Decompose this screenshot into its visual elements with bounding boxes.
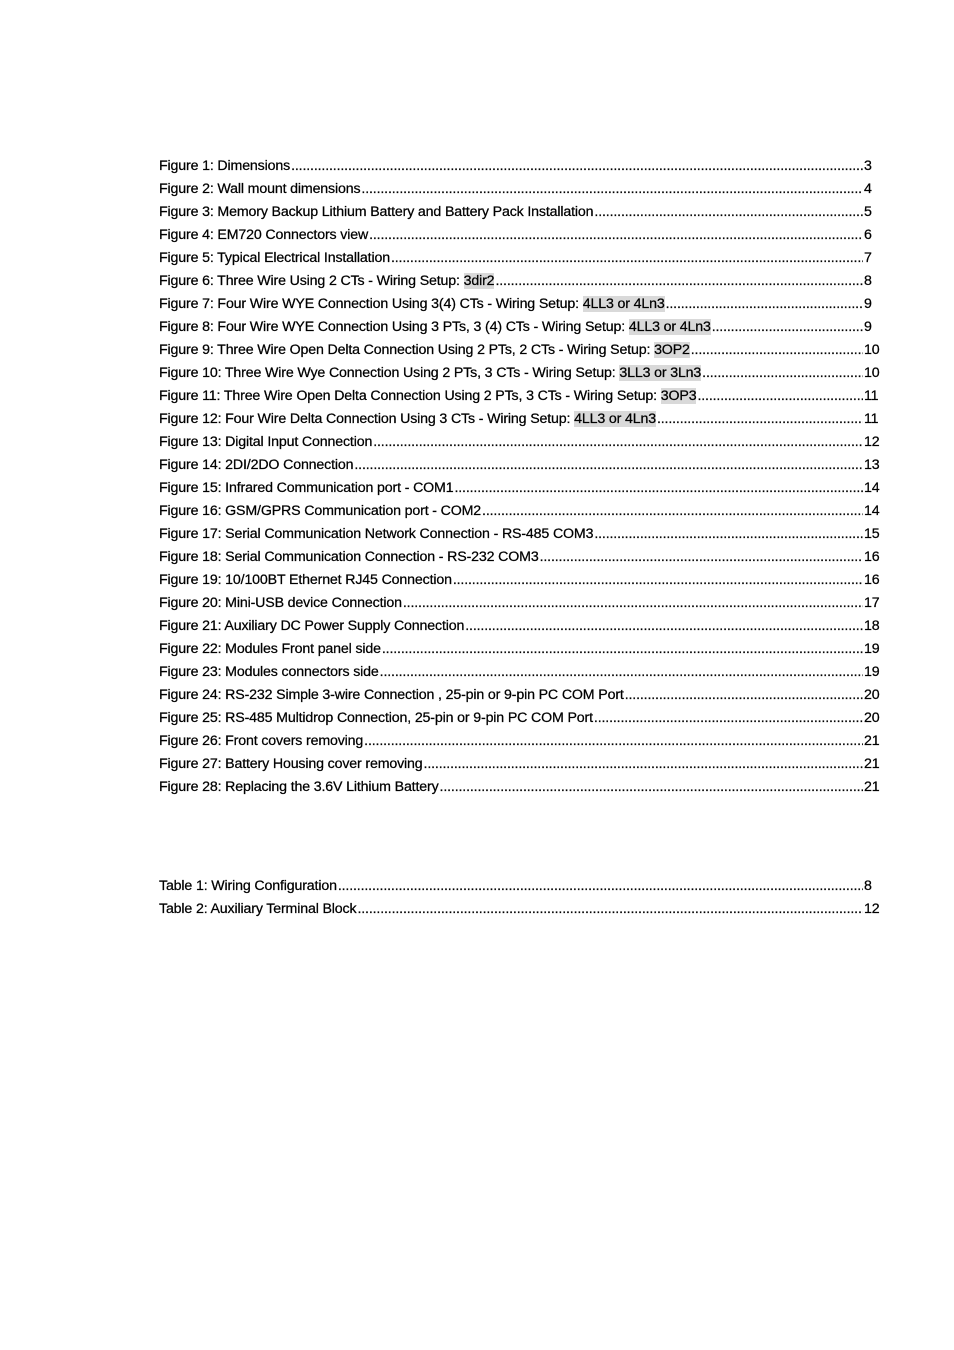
table-entry-dot-leader (357, 898, 863, 921)
figure-entry-page-number: 6 (864, 227, 872, 243)
figure-entry-title-text: Figure 24: RS-232 Simple 3-wire Connection , 25-pin or 9-pin PC COM Port (159, 687, 624, 703)
figure-entry[interactable] (159, 730, 883, 753)
figure-entry-page-number: 4 (864, 181, 872, 197)
figure-entry-dot-leader (482, 500, 863, 523)
figure-entry-dot-leader (712, 316, 863, 339)
figure-entry[interactable] (159, 776, 883, 799)
figure-entry-title (159, 569, 452, 592)
figure-entry-title (159, 707, 593, 730)
figure-entry[interactable] (159, 201, 883, 224)
figure-entry-title (159, 224, 368, 247)
figure-entry-title (159, 316, 711, 339)
figure-entry-title-text: Figure 17: Serial Communication Network Connection - RS-485 COM3 (159, 526, 594, 542)
figure-entry-title (159, 523, 593, 546)
figure-entry-dot-leader (369, 224, 863, 247)
figure-entry-dot-leader (495, 270, 863, 293)
figure-entry-title (159, 684, 624, 707)
figure-entry-wiring-code: 4LL3 or 4Ln3 (582, 296, 665, 312)
figure-entry-page-number: 19 (864, 641, 880, 657)
figure-entry-title-text: Figure 12: Four Wire Delta Connection Using 3 CTs - Wiring Setup: (159, 411, 575, 427)
figure-entry-title-text: Figure 5: Typical Electrical Installation (159, 250, 390, 266)
figure-entry-title-text: Figure 28: Replacing the 3.6V Lithium Battery (159, 779, 439, 795)
figure-entry-title-text: Figure 22: Modules Front panel side (159, 641, 381, 657)
figure-entry[interactable] (159, 362, 883, 385)
figure-entry-page-number: 19 (864, 664, 880, 680)
figure-entry-page-number: 14 (864, 503, 880, 519)
figure-entry-dot-leader (380, 661, 863, 684)
figure-entry-page-number: 20 (864, 687, 880, 703)
figure-entry-page-number: 9 (864, 296, 872, 312)
figure-entry-title (159, 753, 423, 776)
figure-entry-title-text: Figure 27: Battery Housing cover removing (159, 756, 423, 772)
figure-entry-title-text: Figure 2: Wall mount dimensions (159, 181, 361, 197)
figure-entry-dot-leader (440, 776, 863, 799)
figure-entry-page-number: 14 (864, 480, 880, 496)
figure-entry[interactable] (159, 454, 883, 477)
figure-entry-wiring-code: 3OP3 (660, 388, 697, 404)
figure-entry[interactable] (159, 753, 883, 776)
figure-entry-title (159, 293, 665, 316)
figure-entry-dot-leader (691, 339, 863, 362)
figure-entry-page-number: 5 (864, 204, 872, 220)
figure-entry-page-number: 7 (864, 250, 872, 266)
figure-entry-dot-leader (702, 362, 863, 385)
table-entry[interactable] (159, 875, 883, 898)
figure-entry-page-number: 21 (864, 733, 880, 749)
figure-entry[interactable] (159, 615, 883, 638)
figure-entry-page-number: 20 (864, 710, 880, 726)
figure-entry-title (159, 638, 381, 661)
figure-entry-page-number: 3 (864, 158, 872, 174)
figure-entry-dot-leader (382, 638, 863, 661)
figure-entry-title (159, 546, 539, 569)
figure-entry-dot-leader (364, 730, 863, 753)
figure-entry-title (159, 477, 453, 500)
figure-entry[interactable] (159, 477, 883, 500)
figure-entry[interactable] (159, 385, 883, 408)
figure-entry-title (159, 615, 464, 638)
figure-entry-title-text: Figure 23: Modules connectors side (159, 664, 379, 680)
figure-entry-wiring-code: 3LL3 or 3Ln3 (619, 365, 702, 381)
figure-entry-title (159, 385, 696, 408)
figure-entry-dot-leader (666, 293, 863, 316)
figure-entry-page-number: 13 (864, 457, 880, 473)
figure-entry-title-text: Figure 19: 10/100BT Ethernet RJ45 Connection (159, 572, 452, 588)
figure-entry-title (159, 362, 701, 385)
figure-entry-dot-leader (361, 178, 863, 201)
figure-entry[interactable] (159, 638, 883, 661)
figure-entry[interactable] (159, 546, 883, 569)
table-entry-title-text: Table 1: Wiring Configuration (159, 878, 337, 894)
figure-entry-title-text: Figure 13: Digital Input Connection (159, 434, 373, 450)
figure-entry[interactable] (159, 569, 883, 592)
figure-entry-title-text: Figure 20: Mini-USB device Connection (159, 595, 402, 611)
figure-entry-title (159, 247, 390, 270)
figure-entry-dot-leader (291, 155, 863, 178)
figure-entry-page-number: 8 (864, 273, 872, 289)
figure-entry-dot-leader (594, 201, 863, 224)
figure-entry-page-number: 12 (864, 434, 880, 450)
figure-entry[interactable] (159, 293, 883, 316)
figure-entry-title-text: Figure 15: Infrared Communication port - COM1 (159, 480, 454, 496)
table-entry-title (159, 875, 337, 898)
figure-entry-dot-leader (403, 592, 863, 615)
figure-entry[interactable] (159, 661, 883, 684)
figure-entry-page-number: 15 (864, 526, 880, 542)
figure-entry-page-number: 17 (864, 595, 880, 611)
figure-entry[interactable] (159, 408, 883, 431)
figure-entry-title-text: Figure 6: Three Wire Using 2 CTs - Wiring Setup: (159, 273, 464, 289)
figure-entry[interactable] (159, 707, 883, 730)
figure-entry-page-number: 10 (864, 365, 880, 381)
figure-entry-page-number: 11 (864, 388, 879, 404)
figure-entry-title (159, 178, 360, 201)
figure-entry-wiring-code: 4LL3 or 4Ln3 (574, 411, 656, 427)
figure-entry[interactable] (159, 270, 883, 293)
figure-entry-dot-leader (594, 523, 863, 546)
table-entry[interactable] (159, 898, 883, 921)
figure-entry-title-text: Figure 11: Three Wire Open Delta Connection Using 2 PTs, 3 CTs - Wiring Setup: (159, 388, 661, 404)
figure-entry[interactable] (159, 684, 883, 707)
figure-entry[interactable] (159, 155, 883, 178)
table-entry-page-number: 8 (864, 878, 872, 894)
figure-entry-title (159, 500, 481, 523)
figure-entry-title (159, 201, 593, 224)
figure-entry-title-text: Figure 8: Four Wire WYE Connection Using 3 PTs, 3 (4) CTs - Wiring Setup: (159, 319, 629, 335)
figure-entry-wiring-code: 3dir2 (463, 273, 495, 289)
figure-entry-page-number: 16 (864, 549, 880, 565)
figure-entry[interactable] (159, 224, 883, 247)
figure-entry-wiring-code: 4LL3 or 4Ln3 (628, 319, 711, 335)
figure-entry-dot-leader (391, 247, 863, 270)
figure-entry[interactable] (159, 247, 883, 270)
figure-entry-dot-leader (594, 707, 863, 730)
figure-entry-title-text: Figure 25: RS-485 Multidrop Connection, 25-pin or 9-pin PC COM Port (159, 710, 593, 726)
figure-entry-page-number: 16 (864, 572, 880, 588)
figure-entry-title-text: Figure 16: GSM/GPRS Communication port - COM2 (159, 503, 482, 519)
figure-entry[interactable] (159, 316, 883, 339)
figure-entry-title (159, 592, 402, 615)
table-entry-title (159, 898, 356, 921)
figure-entry-title (159, 408, 656, 431)
figure-entry-title-text: Figure 14: 2DI/2DO Connection (159, 457, 354, 473)
figure-entry-page-number: 21 (864, 756, 880, 772)
table-entry-title-text: Table 2: Auxiliary Terminal Block (159, 901, 357, 917)
figure-entry[interactable] (159, 178, 883, 201)
figure-entry-title (159, 431, 372, 454)
figure-entry-dot-leader (465, 615, 863, 638)
table-entry-page-number: 12 (864, 901, 880, 917)
figure-entry-page-number: 18 (864, 618, 880, 634)
figure-entry-title-text: Figure 7: Four Wire WYE Connection Using 3(4) CTs - Wiring Setup: (159, 296, 583, 312)
figure-entry-title (159, 454, 353, 477)
figure-entry-page-number: 11 (864, 411, 879, 427)
figure-entry-page-number: 21 (864, 779, 880, 795)
figure-entry-title-text: Figure 18: Serial Communication Connection - RS-232 COM3 (159, 549, 539, 565)
figure-entry-wiring-code: 3OP2 (654, 342, 690, 358)
figure-entry-dot-leader (657, 408, 863, 431)
figure-entry-title (159, 661, 379, 684)
figure-entry-dot-leader (625, 684, 863, 707)
figure-entry-title-text: Figure 26: Front covers removing (159, 733, 364, 749)
figure-entry-page-number: 9 (864, 319, 872, 335)
figure-entry[interactable] (159, 339, 883, 362)
figure-entry-title-text: Figure 4: EM720 Connectors view (159, 227, 369, 243)
figure-entry-title-text: Figure 10: Three Wire Wye Connection Using 2 PTs, 3 CTs - Wiring Setup: (159, 365, 620, 381)
figure-entry-dot-leader (540, 546, 863, 569)
figure-entry-dot-leader (424, 753, 863, 776)
figure-entry-dot-leader (697, 385, 863, 408)
figure-entry-title-text: Figure 3: Memory Backup Lithium Battery and Battery Pack Installation (159, 204, 594, 220)
figure-entry-dot-leader (453, 569, 863, 592)
figure-entry[interactable] (159, 431, 883, 454)
figure-entry-title-text: Figure 1: Dimensions (159, 158, 291, 174)
figure-entry-title (159, 155, 290, 178)
figure-entry[interactable] (159, 592, 883, 615)
figure-entry-page-number: 10 (864, 342, 880, 358)
figure-entry-title (159, 730, 363, 753)
figure-entry-dot-leader (354, 454, 863, 477)
figure-entry-title (159, 776, 439, 799)
figure-entry-dot-leader (373, 431, 863, 454)
list-of-figures (159, 155, 883, 799)
figure-entry-dot-leader (454, 477, 863, 500)
figure-entry-title (159, 339, 690, 362)
figure-entry-title-text: Figure 9: Three Wire Open Delta Connection Using 2 PTs, 2 CTs - Wiring Setup: (159, 342, 655, 358)
list-of-tables (159, 875, 883, 921)
table-entry-dot-leader (338, 875, 863, 898)
figure-entry-title-text: Figure 21: Auxiliary DC Power Supply Connection (159, 618, 465, 634)
figure-entry-title (159, 270, 494, 293)
figure-entry[interactable] (159, 500, 883, 523)
figure-entry[interactable] (159, 523, 883, 546)
